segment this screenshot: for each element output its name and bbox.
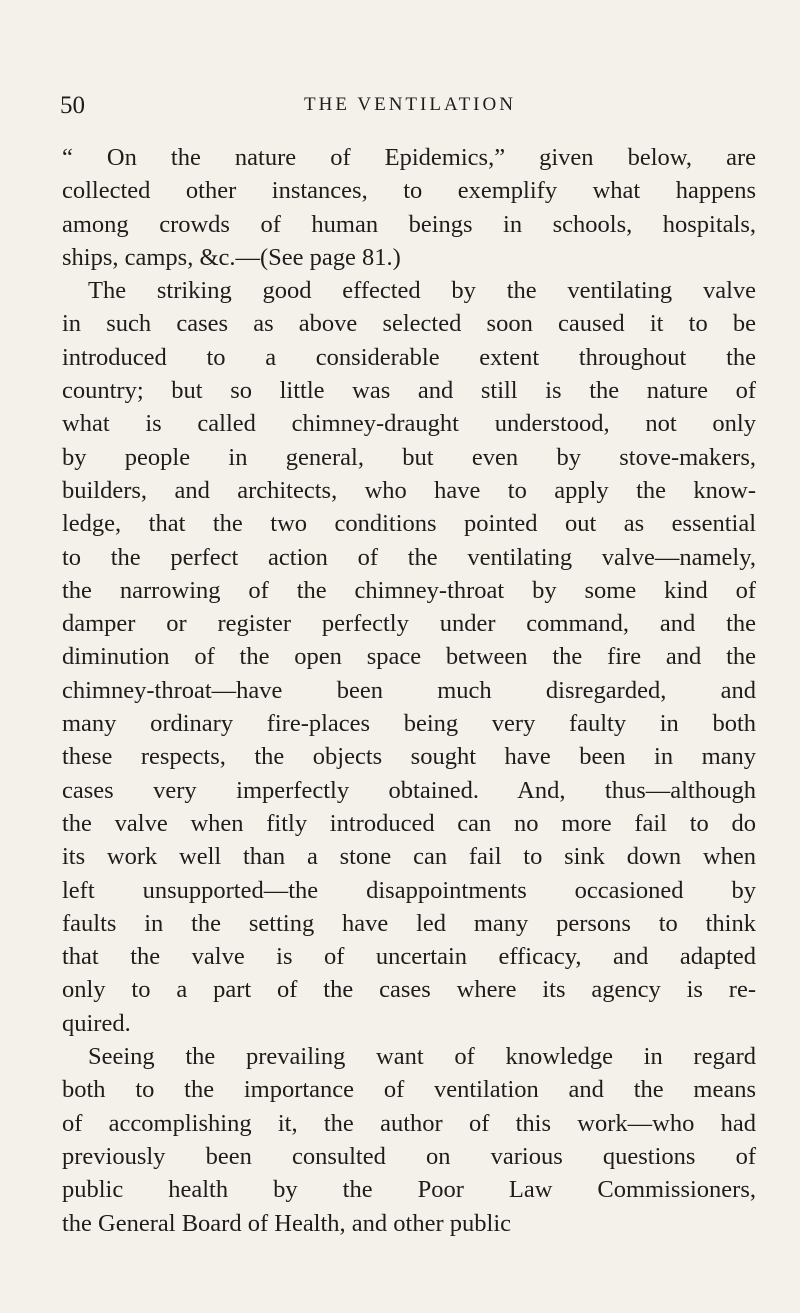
text-line: ledge, that the two conditions pointed out as essential — [62, 510, 756, 538]
text-line: only to a part of the cases where its agency is re- — [62, 976, 756, 1004]
text-line: its work well than a stone can fail to sink down when — [62, 843, 756, 871]
text-line: many ordinary fire-places being very faulty in both — [62, 710, 756, 738]
body-text — [62, 141, 756, 1240]
text-line: public health by the Poor Law Commissioners, — [62, 1176, 756, 1204]
text-line: of accomplishing it, the author of this work—who had — [62, 1109, 756, 1137]
text-line: Seeing the prevailing want of knowledge in regard — [88, 1043, 756, 1071]
text-line: country; but so little was and still is the nature of — [62, 377, 756, 405]
running-title: THE VENTILATION — [304, 94, 516, 115]
text-line: introduced to a considerable extent throughout the — [62, 343, 756, 371]
text-line: builders, and architects, who have to apply the know- — [62, 476, 756, 504]
text-line: to the perfect action of the ventilating valve—namely, — [62, 543, 756, 571]
text-line: faults in the setting have led many persons to think — [62, 909, 756, 937]
text-line: damper or register perfectly under command, and the — [62, 610, 756, 638]
text-line: that the valve is of uncertain efficacy, and adapted — [62, 943, 756, 971]
text-line: The striking good effected by the ventilating valve — [88, 277, 756, 305]
page-number: 50 — [60, 92, 85, 119]
text-line: cases very imperfectly obtained. And, thus—although — [62, 776, 756, 804]
text-line: ships, camps, &c.—(See page 81.) — [62, 243, 401, 271]
text-line: by people in general, but even by stove-makers, — [62, 443, 756, 471]
text-line: what is called chimney-draught understood, not only — [62, 410, 756, 438]
text-line: quired. — [62, 1009, 131, 1037]
text-line: chimney-throat—have been much disregarded, and — [62, 676, 756, 704]
text-line: diminution of the open space between the fire and the — [62, 643, 756, 671]
text-line: collected other instances, to exemplify what happens — [62, 177, 756, 205]
text-line: these respects, the objects sought have been in many — [62, 743, 756, 771]
text-line: left unsupported—the disappointments occasioned by — [62, 876, 756, 904]
text-line: both to the importance of ventilation and the means — [62, 1076, 756, 1104]
text-line: among crowds of human beings in schools, hospitals, — [62, 210, 756, 238]
text-line: previously been consulted on various questions of — [62, 1142, 756, 1170]
page-header — [60, 92, 760, 122]
text-line: in such cases as above selected soon caused it to be — [62, 310, 756, 338]
text-line: “ On the nature of Epidemics,” given below, are — [62, 144, 756, 171]
text-line: the narrowing of the chimney-throat by some kind of — [62, 576, 756, 604]
text-line: the valve when fitly introduced can no more fail to do — [62, 809, 756, 837]
text-line: the General Board of Health, and other public — [62, 1209, 512, 1237]
